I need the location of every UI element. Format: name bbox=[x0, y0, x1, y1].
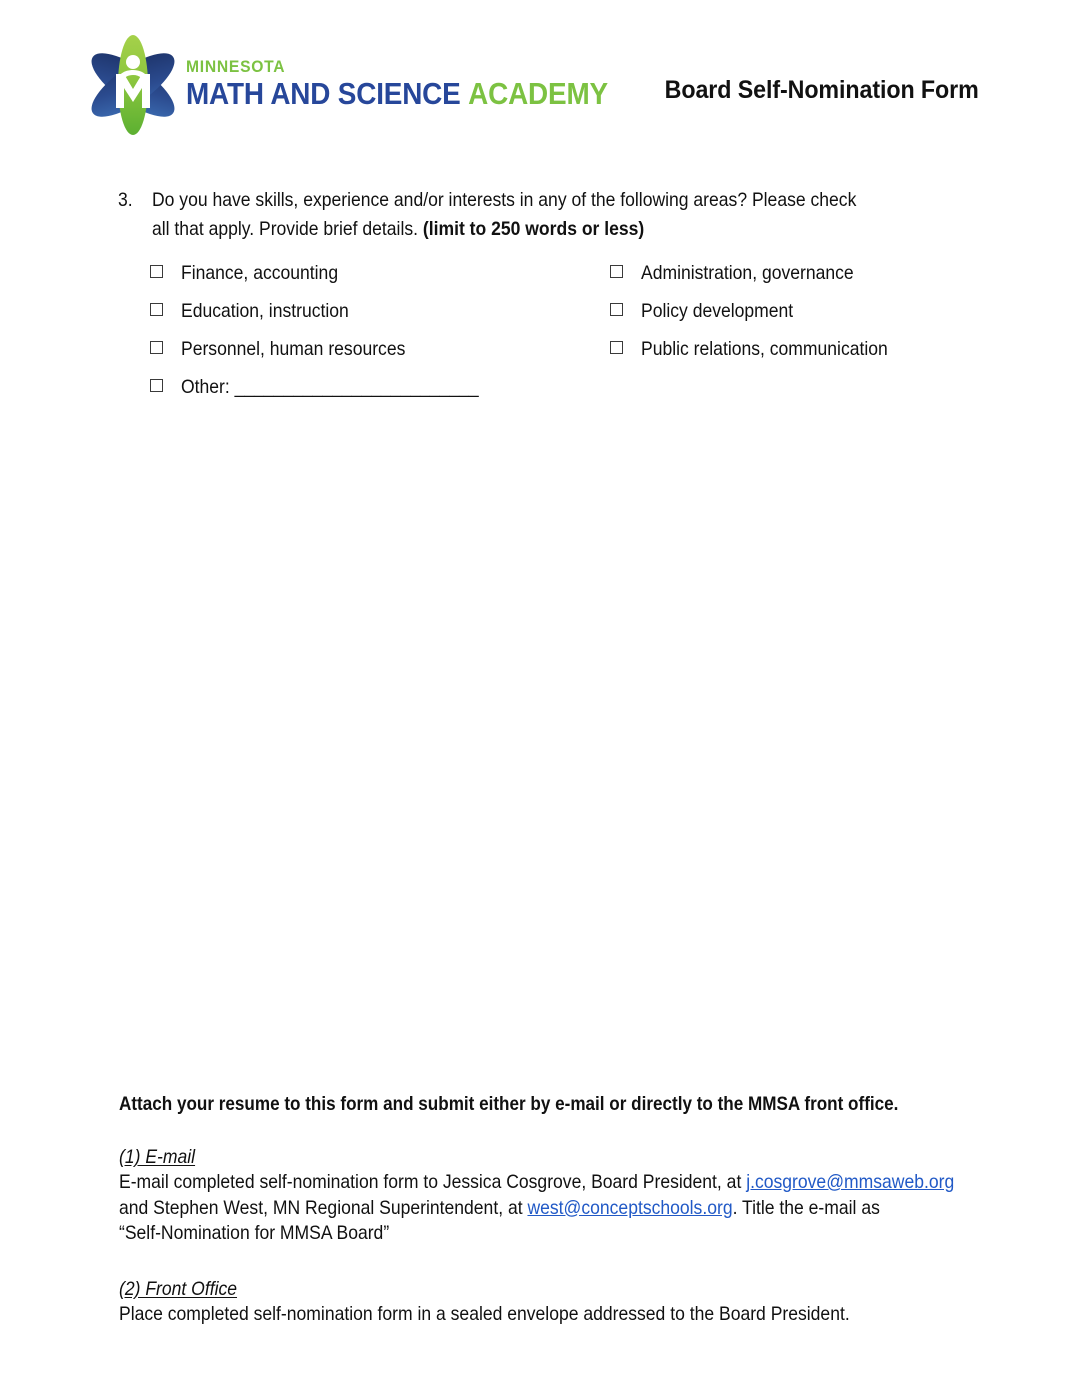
email-instruction-part2: and Stephen West, MN Regional Superintendent, at bbox=[119, 1196, 528, 1219]
front-office-section-heading: (2) Front Office bbox=[119, 1277, 238, 1300]
logo-math-science-text: MATH AND SCIENCE bbox=[186, 76, 461, 111]
question-text-main: Do you have skills, experience and/or interests in any of the following areas? Please check all that apply. Provide brief details. bbox=[152, 189, 857, 240]
submission-instructions bbox=[119, 1092, 999, 1327]
checkbox-square-icon[interactable] bbox=[150, 303, 163, 316]
checkbox-label: Public relations, communication bbox=[641, 338, 888, 360]
checkbox-item-public-relations[interactable] bbox=[610, 338, 1030, 376]
page-title: Board Self-Nomination Form bbox=[664, 76, 979, 104]
school-logo bbox=[82, 34, 608, 142]
checkbox-square-icon[interactable] bbox=[150, 379, 163, 392]
logo-minnesota-text: MINNESOTA bbox=[186, 57, 286, 76]
logo-space bbox=[461, 76, 469, 111]
question-text-limit: (limit to 250 words or less) bbox=[422, 218, 645, 240]
checkbox-square-icon[interactable] bbox=[150, 265, 163, 278]
checkbox-label: Education, instruction bbox=[181, 300, 349, 322]
checkbox-item-education[interactable] bbox=[150, 300, 590, 338]
checkbox-label: Personnel, human resources bbox=[181, 338, 406, 360]
email-instruction-part3: . Title the e-mail as bbox=[732, 1196, 880, 1219]
page-header bbox=[0, 0, 1079, 150]
email-link-west[interactable]: west@conceptschools.org bbox=[527, 1196, 733, 1219]
checkbox-column-right bbox=[610, 262, 1030, 376]
attach-resume-instruction: Attach your resume to this form and submit either by e-mail or directly to the MMSA front office. bbox=[119, 1094, 899, 1115]
checkbox-label: Policy development bbox=[641, 300, 794, 322]
email-section-heading: (1) E-mail bbox=[119, 1146, 196, 1168]
checkbox-column-left bbox=[150, 262, 590, 414]
checkbox-square-icon[interactable] bbox=[610, 341, 623, 354]
email-subject-line: “Self-Nomination for MMSA Board” bbox=[119, 1222, 390, 1244]
question-block bbox=[118, 186, 958, 244]
front-office-section-text: Place completed self-nomination form in a sealed envelope addressed to the Board President. bbox=[119, 1302, 850, 1325]
checkbox-square-icon[interactable] bbox=[610, 265, 623, 278]
checkbox-item-other[interactable] bbox=[150, 376, 590, 414]
checkbox-item-personnel[interactable] bbox=[150, 338, 590, 376]
checkbox-label-other-fill-in[interactable]: Other: _________________________ bbox=[181, 376, 479, 398]
checkbox-item-policy[interactable] bbox=[610, 300, 1030, 338]
checkbox-square-icon[interactable] bbox=[150, 341, 163, 354]
checkbox-label: Finance, accounting bbox=[181, 262, 339, 284]
checkbox-label: Administration, governance bbox=[641, 262, 854, 284]
atom-logo-icon bbox=[82, 34, 184, 136]
question-row bbox=[118, 186, 958, 244]
checkbox-item-administration[interactable] bbox=[610, 262, 1030, 300]
email-instruction-part1: E-mail completed self-nomination form to Jessica Cosgrove, Board President, at bbox=[119, 1171, 747, 1193]
email-section-text bbox=[119, 1170, 998, 1247]
checkbox-item-finance[interactable] bbox=[150, 262, 590, 300]
logo-wordmark bbox=[186, 58, 606, 111]
question-number: 3. bbox=[118, 189, 133, 211]
checkbox-square-icon[interactable] bbox=[610, 303, 623, 316]
question-text bbox=[152, 186, 877, 244]
logo-name-text bbox=[186, 76, 608, 111]
logo-academy-text: ACADEMY bbox=[468, 76, 608, 111]
email-link-cosgrove[interactable]: j.cosgrove@mmsaweb.org bbox=[746, 1171, 955, 1193]
